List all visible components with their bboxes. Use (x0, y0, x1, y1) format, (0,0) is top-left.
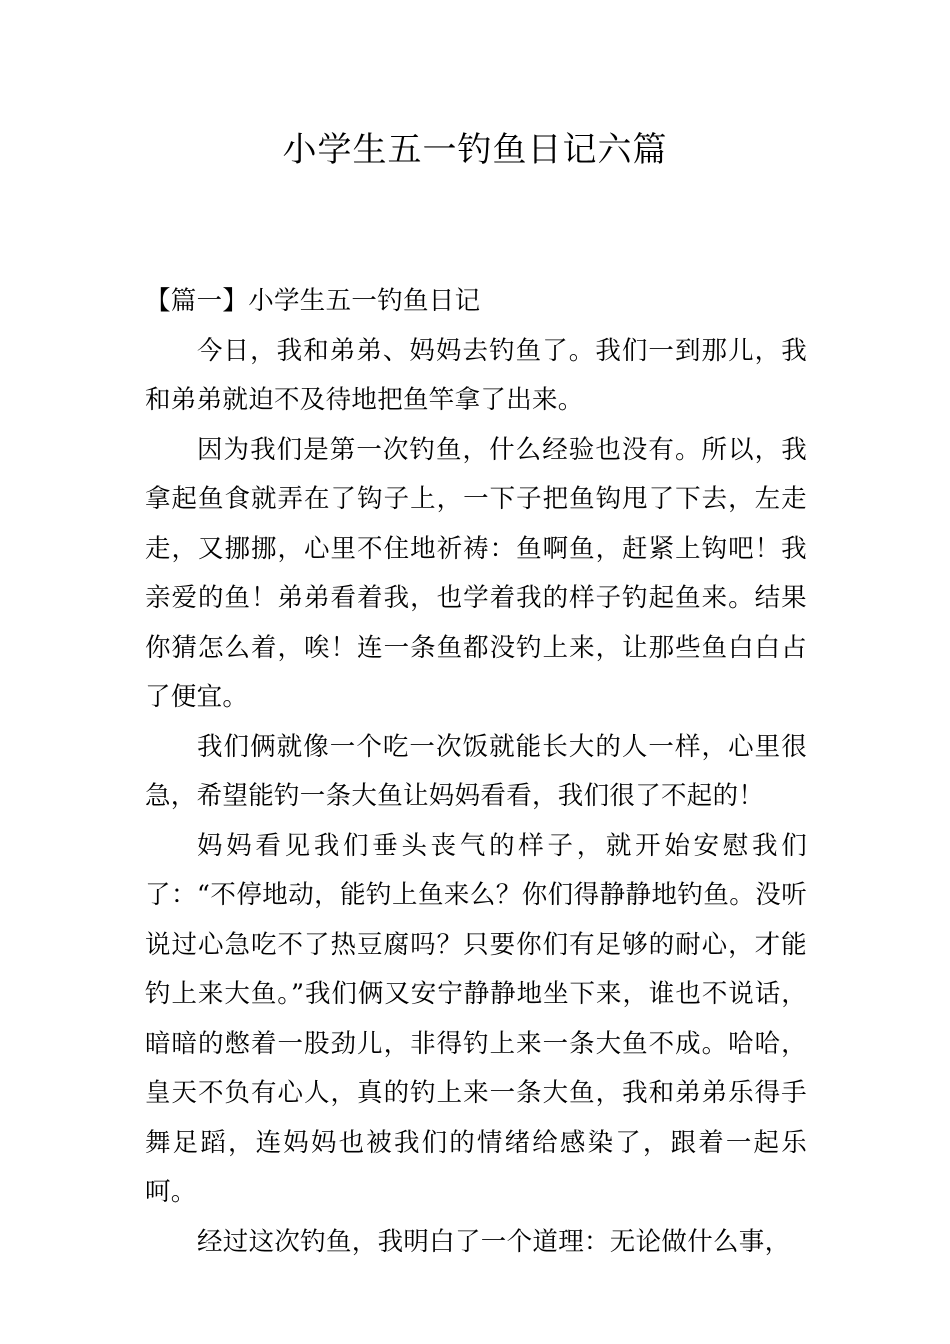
paragraph-5: 经过这次钓鱼，我明白了一个道理：无论做什么事， (197, 1226, 791, 1257)
paragraph-3: 我们俩就像一个吃一次饭就能长大的人一样，心里很急，希望能钓一条大鱼让妈妈看看，我们很了不起的！ (145, 731, 807, 811)
document-body (145, 277, 807, 1267)
section-heading: 【篇一】小学生五一钓鱼日记 (145, 286, 481, 316)
paragraph-1: 今日，我和弟弟、妈妈去钓鱼了。我们一到那儿，我和弟弟就迫不及待地把鱼竿拿了出来。 (145, 335, 807, 415)
document-title: 小学生五一钓鱼日记六篇 (282, 130, 668, 170)
paragraph-2: 因为我们是第一次钓鱼，什么经验也没有。所以，我拿起鱼食就弄在了钩子上，一下子把鱼钩甩了下去，左走走，又挪挪，心里不住地祈祷：鱼啊鱼，赶紧上钩吧！我亲爱的鱼！弟弟看着我，也学着我的样子钓起鱼来。结果你猜怎么着，唉！连一条鱼都没钓上来，让那些鱼白白占了便宜。 (145, 434, 807, 712)
paragraph-4: 妈妈看见我们垂头丧气的样子，就开始安慰我们了：“不停地动，能钓上鱼来么？你们得静静地钓鱼。没听说过心急吃不了热豆腐吗？只要你们有足够的耐心，才能钓上来大鱼。”我们俩又安宁静静地坐下来，谁也不说话，暗暗的憋着一股劲儿，非得钓上来一条大鱼不成。哈哈，皇天不负有心人，真的钓上来一条大鱼，我和弟弟乐得手舞足蹈，连妈妈也被我们的情绪给感染了，跟着一起乐呵。 (145, 830, 807, 1207)
